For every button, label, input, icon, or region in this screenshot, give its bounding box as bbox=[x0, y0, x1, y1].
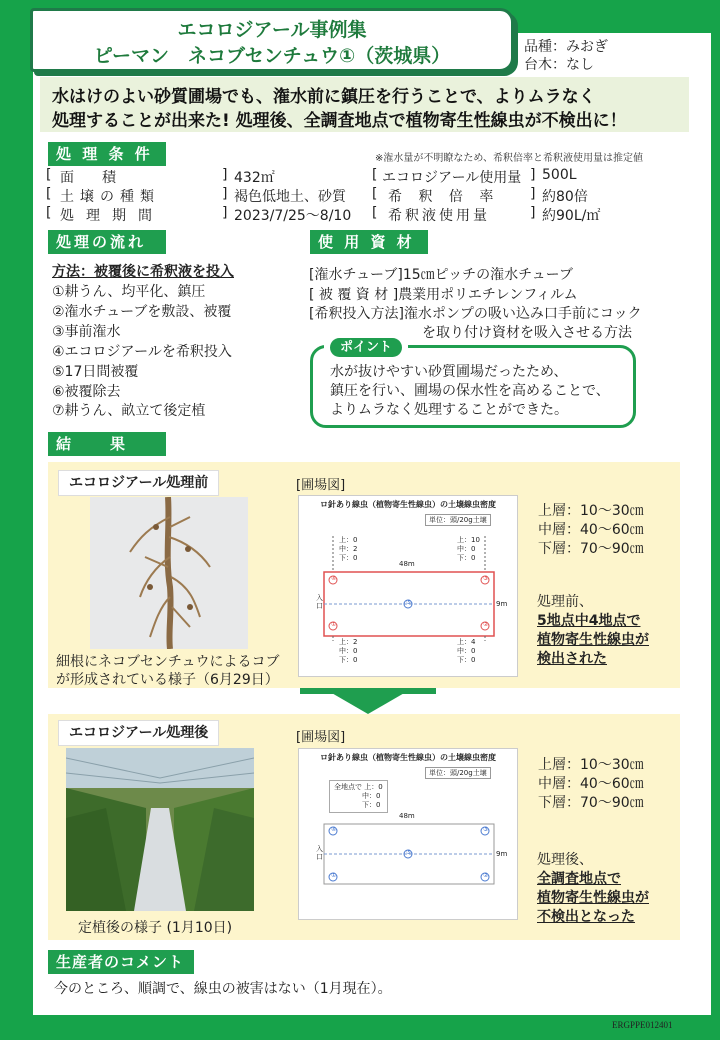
flow-step: ①耕うん、均平化、鎮圧 bbox=[52, 284, 206, 300]
conditions-header: 処 理 条 件 bbox=[48, 142, 166, 166]
before-result-line: 5地点中4地点で bbox=[537, 613, 641, 629]
diagram-title: ロ針あり線虫（植物寄生性線虫）の土壌線虫密度 bbox=[320, 500, 496, 509]
material-label: [ 被 覆 資 材 ] bbox=[309, 287, 399, 303]
materials-header: 使 用 資 材 bbox=[310, 230, 428, 254]
variety-label: 品種：みおぎ bbox=[524, 39, 608, 55]
field-entrance: 入口 bbox=[316, 594, 323, 610]
before-result-line: 検出された bbox=[537, 651, 607, 667]
after-result-line: 植物寄生性線虫が bbox=[537, 890, 649, 906]
flow-step: ⑤17日間被覆 bbox=[52, 364, 139, 380]
field-length: 48m bbox=[399, 560, 415, 568]
title-line1: エコロジアール事例集 bbox=[177, 19, 367, 41]
before-caption: 細根にネコブセンチュウによるコブ bbox=[56, 654, 280, 670]
banner-line2: 処理することが出来た! 処理後、全調査地点で植物寄生性線虫が不検出に！ bbox=[52, 111, 627, 131]
flow-step: ④エコロジアールを希釈投入 bbox=[52, 344, 232, 360]
summary-banner bbox=[40, 77, 689, 132]
material-row bbox=[309, 303, 642, 323]
material-value: 15㎝ピッチの潅水チューブ bbox=[402, 267, 573, 283]
layer-mid: 中層：40～60㎝ bbox=[538, 776, 644, 792]
after-caption: 定植後の様子 (1月10日) bbox=[78, 920, 233, 936]
condition-value: 2023/7/25～8/10 bbox=[234, 208, 352, 224]
title-box bbox=[30, 8, 514, 72]
condition-value: 432㎡ bbox=[234, 170, 275, 186]
condition-label2: エコロジアール使用量 bbox=[382, 170, 522, 186]
point-line: 水が抜けやすい砂質圃場だったため、 bbox=[330, 364, 568, 380]
material-row bbox=[422, 322, 632, 342]
layer-upper: 上層：10～30㎝ bbox=[538, 757, 644, 773]
field-length: 48m bbox=[399, 812, 415, 820]
after-field-diagram: ロ針あり線虫（植物寄生性線虫）の土壌線虫密度 単位：頭/20g土壌 ④ ③ ⑤ ① ② 48m 9m 入口 全地点で 上：0 中：0 下：0 bbox=[298, 748, 518, 920]
condition-value2: 約80倍 bbox=[542, 189, 588, 205]
banner-line1: 水はけのよい砂質圃場でも、潅水前に鎮圧を行うことで、よりムラなく bbox=[52, 87, 596, 107]
flow-step: ⑦耕うん、畝立て後定植 bbox=[52, 403, 206, 419]
field-width: 9m bbox=[496, 850, 508, 858]
condition-label2: 希 釈 倍 率 bbox=[388, 189, 500, 205]
diagram-title: ロ針あり線虫（植物寄生性線虫）の土壌線虫密度 bbox=[320, 753, 496, 762]
material-label: [希釈投入方法] bbox=[309, 306, 404, 322]
flow-step: ②潅水チューブを敷設、被覆 bbox=[52, 304, 232, 320]
document-code: ERGPPE012401 bbox=[612, 1020, 673, 1030]
before-field-diagram: ロ針あり線虫（植物寄生性線虫）の土壌線虫密度 単位：頭/20g土壌 ④ ③ ⑤ ① ② 48m 9m 入口 上：0 中：2 下：0 上：10 中：0 下：0 上：2 中：0 下：0 上：4 中：0 下：0 bbox=[298, 495, 518, 677]
after-result-line: 処理後、 bbox=[537, 852, 593, 868]
material-value: 潅水ポンプの吸い込み口手前にコック bbox=[403, 306, 642, 322]
diagram-unit: 単位：頭/20g土壌 bbox=[425, 514, 491, 526]
flow-method: 方法：被覆後に希釈液を投入 bbox=[52, 264, 234, 280]
before-diagram-tag: [圃場図] bbox=[296, 478, 346, 493]
point-line: よりムラなく処理することができた。 bbox=[330, 402, 568, 418]
title-line2: ピーマン ネコブセンチュウ①（茨城県） bbox=[93, 45, 451, 67]
flow-header: 処理の流れ bbox=[48, 230, 166, 254]
material-value: を取り付け資材を吸入させる方法 bbox=[422, 325, 632, 341]
condition-label: 面 積 bbox=[60, 170, 116, 186]
rootstock-label: 台木：なし bbox=[524, 57, 594, 73]
material-value: 農業用ポリエチレンフィルム bbox=[398, 287, 578, 303]
after-diagram-tag: [圃場図] bbox=[296, 730, 346, 745]
field-width: 9m bbox=[496, 600, 508, 608]
down-arrow-icon bbox=[330, 692, 406, 714]
before-caption: が形成されている様子（6月29日） bbox=[56, 672, 279, 688]
comment-header: 生産者のコメント bbox=[48, 950, 194, 974]
site-3-values: 上：10 中：0 下：0 bbox=[457, 536, 480, 562]
condition-value2: 約90L/㎡ bbox=[542, 208, 601, 224]
all-sites-values: 全地点で 上：0 中：0 下：0 bbox=[329, 780, 388, 813]
conditions-note: ※潅水量が不明瞭なため、希釈倍率と希釈液使用量は推定値 bbox=[375, 153, 643, 164]
greenhouse-photo bbox=[66, 748, 254, 911]
site-4-values: 上：0 中：2 下：0 bbox=[339, 536, 358, 562]
site-1-values: 上：2 中：0 下：0 bbox=[339, 638, 358, 664]
field-entrance: 入口 bbox=[316, 845, 323, 861]
layer-mid: 中層：40～60㎝ bbox=[538, 522, 644, 538]
condition-label: 処理期間 bbox=[60, 208, 164, 224]
after-tag: エコロジアール処理後 bbox=[58, 720, 219, 746]
layer-low: 下層：70～90㎝ bbox=[538, 541, 644, 557]
result-header: 結 果 bbox=[48, 432, 166, 456]
flow-step: ⑥被覆除去 bbox=[52, 384, 121, 400]
site-2-values: 上：4 中：0 下：0 bbox=[457, 638, 476, 664]
diagram-unit: 単位：頭/20g土壌 bbox=[425, 767, 491, 779]
comment-text: 今のところ、順調で、線虫の被害はない（1月現在）。 bbox=[54, 981, 392, 997]
material-row bbox=[309, 284, 578, 304]
layer-low: 下層：70～90㎝ bbox=[538, 795, 644, 811]
point-label: ポイント bbox=[324, 336, 408, 355]
after-result-line: 不検出となった bbox=[537, 909, 635, 925]
root-photo bbox=[90, 497, 248, 649]
flow-step: ③事前潅水 bbox=[52, 324, 121, 340]
before-tag: エコロジアール処理前 bbox=[58, 470, 219, 496]
condition-value: 褐色低地土、砂質 bbox=[234, 189, 346, 205]
after-result-line: 全調査地点で bbox=[537, 871, 621, 887]
material-label: [潅水チューブ] bbox=[309, 267, 403, 283]
condition-value2: 500L bbox=[542, 167, 577, 183]
before-result-line: 植物寄生性線虫が bbox=[537, 632, 649, 648]
before-result-line: 処理前、 bbox=[537, 594, 593, 610]
condition-label2: 希釈液使用量 bbox=[388, 208, 490, 224]
point-line: 鎮圧を行い、圃場の保水性を高めることで、 bbox=[330, 383, 610, 399]
material-row bbox=[309, 264, 573, 284]
layer-upper: 上層：10～30㎝ bbox=[538, 503, 644, 519]
condition-label: 土壌の種類 bbox=[60, 189, 160, 205]
